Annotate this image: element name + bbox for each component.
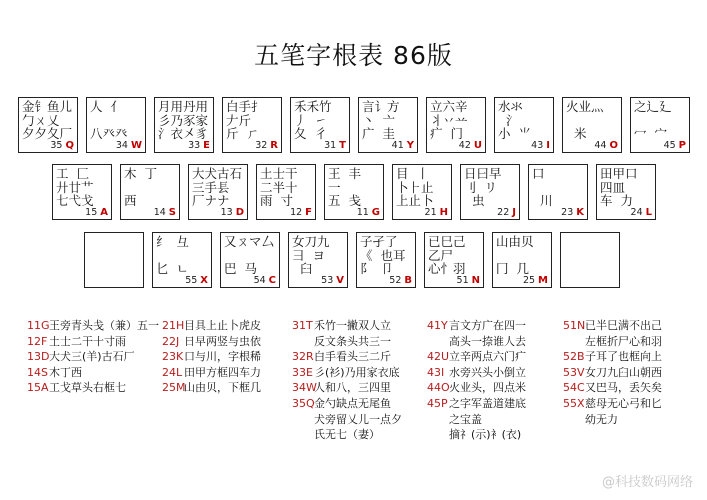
key-radicals: 立六辛 丬丷䒑 疒 门 [430, 100, 468, 141]
key-blank [560, 232, 620, 288]
key-radicals: 木 丁 西 [124, 167, 157, 208]
legend-code: 52B [563, 350, 585, 364]
key-radicals: 金钅鱼儿 勹ㄨ乂 夕夕夂厂 [22, 100, 73, 141]
legend-mnemonic: 大犬三(羊)古石厂 [49, 350, 135, 364]
legend-column-1 [27, 318, 159, 396]
key-a [52, 164, 112, 220]
legend-mnemonic: 摘礻(示)衤(衣) [449, 428, 522, 442]
legend-row [162, 349, 261, 365]
legend-code: 24L [162, 365, 183, 379]
legend-mnemonic: 子耳了也框向上 [585, 350, 662, 364]
legend-mnemonic: 王旁青头戋（兼）五一 [49, 319, 159, 332]
key-code [116, 140, 142, 151]
legend-mnemonic: 口与川，字根稀 [184, 350, 261, 364]
legend-code: 33E [292, 365, 313, 379]
legend-row [292, 380, 402, 396]
key-j [460, 164, 520, 220]
key-letter: A [100, 207, 108, 218]
legend-row [563, 365, 662, 381]
legend-mnemonic: 田甲方框四车力 [184, 365, 261, 379]
key-y [358, 97, 418, 153]
legend-row [563, 396, 662, 412]
legend-mnemonic: 白手看头三二斤 [314, 350, 391, 364]
legend-mnemonic: 犬旁留乂儿一点夕 [314, 412, 402, 426]
key-w [86, 97, 146, 153]
key-letter: X [200, 275, 208, 286]
key-radicals: 白手扌 𠂇斤 斤 ㄏ [226, 100, 264, 141]
legend-row [292, 427, 402, 443]
legend-code: 34W [292, 381, 317, 395]
legend-row [292, 365, 402, 381]
legend-mnemonic: 工戈草头右框七 [49, 381, 126, 395]
key-g [324, 164, 384, 220]
key-number: 43 [531, 140, 544, 151]
key-f [256, 164, 316, 220]
legend-mnemonic: 火业头，四点米 [449, 381, 526, 395]
key-letter: R [270, 140, 278, 151]
legend-code: 12F [27, 334, 48, 348]
key-h [392, 164, 452, 220]
key-number: 51 [456, 275, 469, 286]
key-number: 33 [188, 140, 201, 151]
legend-row [162, 365, 261, 381]
key-m [492, 232, 552, 288]
key-code [457, 275, 480, 286]
legend-mnemonic: 言文方广在四一 [449, 319, 526, 332]
key-code [389, 275, 412, 286]
legend-column-2 [162, 318, 261, 396]
legend-mnemonic: 左框折尸心和羽 [585, 334, 662, 348]
legend-code: 31T [292, 319, 313, 332]
key-number: 24 [630, 207, 643, 218]
legend-mnemonic: 水旁兴头小倒立 [449, 365, 526, 379]
key-letter: D [235, 207, 244, 218]
legend-row [27, 365, 159, 381]
key-radicals: 女刀九 彐 ヨ 臼 [292, 235, 330, 276]
key-radicals: 目 丨 卜⺊止 上止卜 [396, 167, 434, 208]
key-number: 31 [324, 140, 337, 151]
legend-row [292, 334, 402, 350]
key-q [18, 97, 78, 153]
key-t [290, 97, 350, 153]
key-number: 25 [522, 275, 536, 286]
legend-row [292, 349, 402, 365]
legend-row [27, 334, 159, 350]
legend-code: 41Y [427, 319, 448, 332]
key-number: 41 [391, 140, 404, 151]
key-c [220, 232, 280, 288]
legend-row [292, 318, 402, 334]
key-number: 12 [290, 207, 303, 218]
legend-mnemonic: 目具上止卜虎皮 [184, 319, 261, 332]
key-code [255, 140, 278, 151]
key-number: 42 [458, 140, 471, 151]
key-radicals: 纟 彑 匕 ㄴ [156, 235, 189, 276]
key-k [528, 164, 588, 220]
legend-mnemonic: 山由贝，下框几 [184, 381, 261, 395]
key-code [459, 140, 482, 151]
key-code [531, 140, 550, 151]
key-radicals: 土士干 二半十 雨 寸 [260, 167, 298, 208]
legend-code: 55X [563, 396, 585, 410]
legend-row [162, 380, 261, 396]
key-radicals: 又ㄡマ厶 巴 马 [224, 235, 275, 276]
key-code [631, 207, 652, 218]
key-letter: N [471, 275, 480, 286]
page-title: 五笔字根表 86版 [254, 41, 453, 70]
legend-row [27, 380, 159, 396]
key-radicals: 大犬古石 三手镸 厂ナナ [192, 167, 243, 208]
key-radicals: 田甲口 四皿 车 力 [600, 167, 638, 208]
key-number: 45 [663, 140, 676, 151]
key-letter: H [439, 207, 448, 218]
legend-column-4 [427, 318, 526, 443]
key-letter: T [339, 140, 346, 151]
legend-row [563, 334, 662, 350]
key-letter: Q [65, 140, 74, 151]
legend-row [563, 412, 662, 428]
legend-row [427, 365, 526, 381]
legend-mnemonic: 之字军盖道建底 [449, 396, 526, 410]
key-code [324, 140, 346, 151]
key-p [630, 97, 690, 153]
key-code [188, 140, 210, 151]
key-number: 55 [185, 275, 198, 286]
key-letter: B [404, 275, 412, 286]
legend-code: 14S [27, 365, 48, 379]
key-n [424, 232, 484, 288]
key-r [222, 97, 282, 153]
legend-mnemonic: 人和八，三四里 [314, 381, 391, 395]
key-number: 52 [389, 275, 402, 286]
key-d [188, 164, 248, 220]
key-code [254, 275, 276, 286]
legend-column-3 [292, 318, 402, 443]
legend-code: 32R [292, 350, 314, 364]
legend-row [427, 427, 526, 443]
legend-code: 53V [563, 365, 585, 379]
key-e [154, 97, 214, 153]
legend-code: 11G [27, 319, 50, 332]
key-radicals: 言讠方 丶 亠 广 圭 [362, 100, 400, 141]
legend-code: 25M [162, 381, 186, 395]
key-x [152, 232, 212, 288]
legend-row [292, 396, 402, 412]
key-blank [84, 232, 144, 288]
key-code [594, 140, 618, 151]
legend-code: 13D [27, 350, 50, 364]
key-radicals: 口 川 [532, 167, 553, 208]
key-u [426, 97, 486, 153]
key-letter: G [371, 207, 380, 218]
legend-mnemonic: 已半巳满不出己 [585, 319, 662, 332]
key-code [425, 207, 448, 218]
legend-code: 23K [162, 350, 184, 364]
legend-row [162, 334, 261, 350]
key-code [392, 140, 414, 151]
key-radicals: 日曰早 刂 リ 虫 [464, 167, 502, 208]
legend-row [427, 380, 526, 396]
key-radicals: 人 亻 八癶癶 [90, 100, 128, 141]
key-letter: J [512, 207, 516, 218]
key-radicals: 子孑了 《 也耳 阝 卩 [360, 235, 406, 276]
key-number: 44 [594, 140, 607, 151]
key-letter: M [538, 275, 548, 286]
legend-mnemonic: 高头一捺谁人去 [449, 334, 526, 348]
key-code [85, 207, 108, 218]
legend-mnemonic: 又巴马，丢矢矣 [585, 381, 662, 395]
key-code [321, 275, 344, 286]
key-code [523, 275, 548, 286]
key-letter: O [609, 140, 618, 151]
key-radicals: 工 匚 廾廿艹 七弋戈 [56, 167, 94, 208]
key-number: 34 [115, 140, 128, 151]
key-o [562, 97, 622, 153]
key-letter: I [546, 140, 550, 151]
legend-mnemonic: 金勺缺点无尾鱼 [314, 396, 391, 410]
legend-row [427, 318, 526, 334]
legend-code: 35Q [292, 396, 315, 410]
legend-column-5 [563, 318, 662, 427]
key-radicals: 已巳己 乙尸 心忄羽 [428, 235, 466, 276]
legend-mnemonic: 土士二干十寸雨 [49, 334, 126, 348]
legend-mnemonic: 木丁西 [49, 365, 82, 379]
key-number: 32 [255, 140, 268, 151]
legend-mnemonic: 慈母无心弓和匕 [585, 396, 662, 410]
key-number: 14 [153, 207, 166, 218]
key-number: 21 [424, 207, 437, 218]
legend-mnemonic: 女刀九臼山朝西 [585, 365, 662, 379]
key-letter: F [305, 207, 312, 218]
key-letter: W [130, 140, 142, 151]
legend-row [563, 349, 662, 365]
legend-row [27, 349, 159, 365]
key-letter: C [268, 275, 276, 286]
key-code [185, 275, 208, 286]
key-l [596, 164, 656, 220]
key-i [494, 97, 554, 153]
legend-mnemonic: 氏无七（妻） [314, 428, 380, 442]
key-code [154, 207, 176, 218]
legend-row [27, 318, 159, 334]
key-letter: Y [406, 140, 414, 151]
legend-code: 22J [162, 334, 180, 348]
legend-row [563, 318, 662, 334]
key-code [561, 207, 584, 218]
key-b [356, 232, 416, 288]
key-number: 35 [50, 140, 63, 151]
legend-row [563, 380, 662, 396]
watermark: @科技数码网络 [601, 475, 693, 490]
key-code [497, 207, 516, 218]
key-letter: P [678, 140, 686, 151]
legend-code: 45P [427, 396, 448, 410]
key-radicals: 之辶廴 冖 宀 [634, 100, 672, 141]
key-letter: S [168, 207, 176, 218]
legend-mnemonic: 之宝盖 [449, 412, 482, 426]
key-letter: L [645, 207, 652, 218]
key-number: 15 [85, 207, 98, 218]
legend-mnemonic: 幼无力 [585, 412, 618, 426]
key-letter: K [576, 207, 584, 218]
key-v [288, 232, 348, 288]
legend-mnemonic: 彡(衫)乃用家衣底 [314, 365, 400, 379]
legend-row [162, 318, 261, 334]
legend-code: 15A [27, 381, 49, 395]
key-code [221, 207, 244, 218]
key-radicals: 王 丰 一 五 戋 [328, 167, 361, 208]
legend-code: 51N [563, 319, 586, 332]
key-number: 13 [220, 207, 233, 218]
key-code [290, 207, 312, 218]
legend-row [427, 334, 526, 350]
key-radicals: 禾禾竹 丿 ㇀ 夂 彳 [294, 100, 332, 141]
legend-code: 43I [427, 365, 445, 379]
legend-code: 44O [427, 381, 450, 395]
legend-row [292, 412, 402, 428]
key-number: 22 [497, 207, 510, 218]
key-radicals: 山由贝 冂 几 [496, 235, 534, 276]
key-code [50, 140, 74, 151]
legend-mnemonic: 禾竹一撇双人立 [314, 319, 391, 332]
key-letter: V [336, 275, 344, 286]
key-s [120, 164, 180, 220]
legend-mnemonic: 立辛两点六门疒 [449, 350, 526, 364]
key-letter: U [473, 140, 482, 151]
key-code [664, 140, 686, 151]
key-code [357, 207, 380, 218]
key-number: 23 [561, 207, 574, 218]
legend-row [427, 396, 526, 412]
key-radicals: 水氺 氵 小 ⺌ [498, 100, 531, 141]
key-letter: E [203, 140, 210, 151]
key-number: 11 [356, 207, 369, 218]
key-radicals: 火业灬 米 [566, 100, 604, 141]
key-number: 53 [321, 275, 334, 286]
legend-row [427, 412, 526, 428]
legend-code: 42U [427, 350, 450, 364]
key-number: 54 [253, 275, 266, 286]
legend-mnemonic: 反文条头共三一 [314, 334, 391, 348]
key-radicals: 月用丹用 彡乃豕家 氵衣㐅豸 [158, 100, 209, 141]
legend-row [427, 349, 526, 365]
legend-code: 21H [162, 319, 185, 332]
legend-code: 54C [563, 381, 585, 395]
legend-mnemonic: 日早两竖与虫依 [184, 334, 261, 348]
